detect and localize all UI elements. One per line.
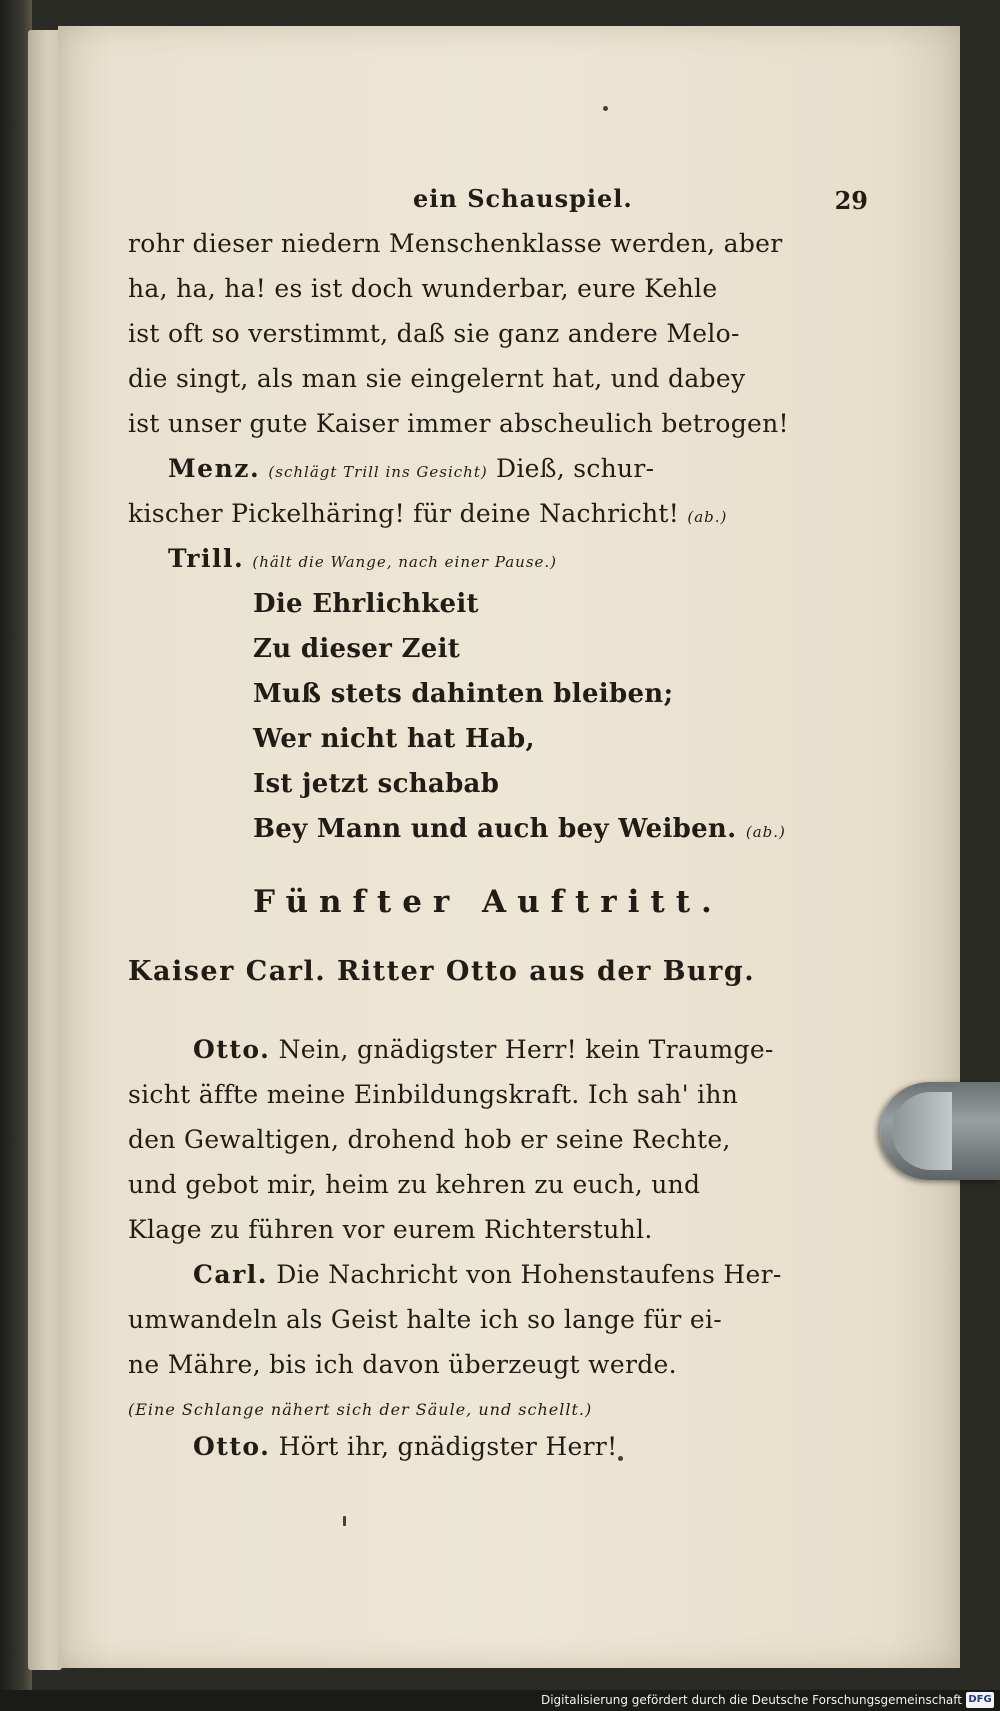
speaker-name: Menz. <box>168 454 261 483</box>
speaker-name: Trill. <box>168 544 245 573</box>
verse-line-last <box>253 813 786 848</box>
exit-direction: (ab.) <box>687 508 728 526</box>
speech-carl <box>193 1259 782 1291</box>
page-clip-highlight <box>892 1092 952 1170</box>
verse-line: Die Ehrlichkeit <box>253 589 479 619</box>
page-header <box>128 184 868 224</box>
text-line: umwandeln als Geist halte ich so lange für ei- <box>128 1305 723 1334</box>
footer-credit: Digitalisierung gefördert durch die Deutsche Forschungsgemeinschaft <box>540 1693 962 1707</box>
stage-direction: (schlägt Trill ins Gesicht) <box>268 463 488 481</box>
paper-speck <box>618 1456 623 1461</box>
speaker-name: Otto. <box>193 1432 271 1461</box>
speech-text: kischer Pickelhäring! für deine Nachricht! <box>128 499 680 528</box>
verse-text: Bey Mann und auch bey Weiben. <box>253 814 737 844</box>
stage-direction: (Eine Schlange nähert sich der Säule, und schellt.) <box>128 1400 593 1419</box>
exit-direction: (ab.) <box>745 823 786 841</box>
page-number: 29 <box>834 186 868 215</box>
speech-trill <box>168 543 557 578</box>
speech-menz-continued <box>128 498 727 533</box>
verse-line: Ist jetzt schabab <box>253 769 500 799</box>
running-title: ein Schauspiel. <box>413 184 633 213</box>
text-line: Klage zu führen vor eurem Richterstuhl. <box>128 1215 653 1244</box>
speaker-name: Carl. <box>193 1260 268 1289</box>
text-line: ist oft so verstimmt, daß sie ganz andere Melo- <box>128 319 740 348</box>
speech-otto <box>193 1034 774 1066</box>
dfg-logo-icon: DFG <box>966 1692 994 1708</box>
verse-line: Wer nicht hat Hab, <box>253 724 535 754</box>
speech-menz <box>168 453 654 488</box>
text-line: und gebot mir, heim zu kehren zu euch, und <box>128 1170 701 1199</box>
paper-speck <box>343 1516 346 1526</box>
stage-direction: (hält die Wange, nach einer Pause.) <box>252 553 558 571</box>
book-page <box>58 26 960 1668</box>
text-line: ne Mähre, bis ich davon überzeugt werde. <box>128 1350 677 1379</box>
text-line: sicht äffte meine Einbildungskraft. Ich sah' ihn <box>128 1080 739 1109</box>
scene-heading: Fünfter Auftritt. <box>253 884 723 920</box>
speech-otto-2 <box>193 1431 617 1463</box>
previous-page-edge <box>28 30 62 1670</box>
verse-line: Muß stets dahinten bleiben; <box>253 679 674 709</box>
speech-text: Hört ihr, gnädigster Herr! <box>278 1432 618 1461</box>
paper-speck <box>603 106 608 111</box>
speech-text: Dieß, schur- <box>495 454 655 483</box>
speech-text: Die Nachricht von Hohenstaufens Her- <box>276 1260 782 1289</box>
page-clip <box>880 1082 1000 1180</box>
text-line: rohr dieser niedern Menschenklasse werden, aber <box>128 229 783 258</box>
text-line: ist unser gute Kaiser immer abscheulich betrogen! <box>128 409 789 438</box>
text-line: ha, ha, ha! es ist doch wunderbar, eure Kehle <box>128 274 718 303</box>
text-line: die singt, als man sie eingelernt hat, und dabey <box>128 364 746 393</box>
speech-text: Nein, gnädigster Herr! kein Traumge- <box>278 1035 774 1064</box>
scene-cast: Kaiser Carl. Ritter Otto aus der Burg. <box>128 956 756 987</box>
text-line: den Gewaltigen, drohend hob er seine Rechte, <box>128 1125 731 1154</box>
verse-line: Zu dieser Zeit <box>253 634 461 664</box>
speaker-name: Otto. <box>193 1035 271 1064</box>
